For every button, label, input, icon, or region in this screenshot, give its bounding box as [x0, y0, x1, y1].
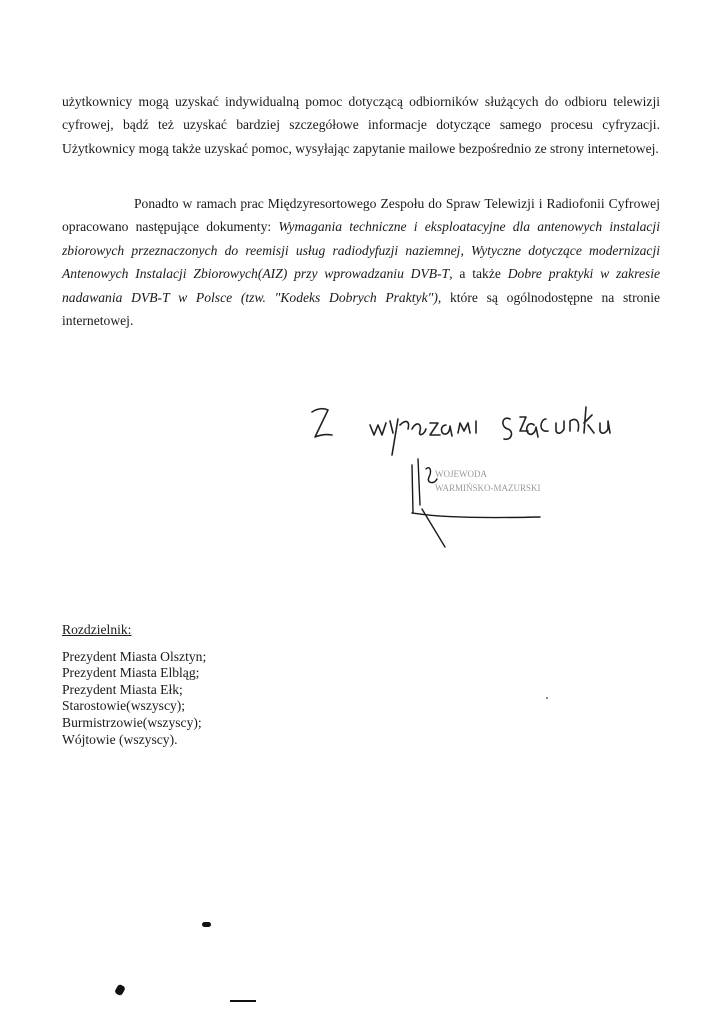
distribution-heading: Rozdzielnik:	[62, 622, 132, 637]
scan-speck	[202, 922, 211, 927]
signature-image	[300, 395, 640, 560]
paragraph-documents-outro: , które są ogólnodostępne na stronie internetowej.	[62, 289, 661, 329]
scan-speck	[114, 984, 126, 997]
paragraph-help-info: użytkownicy mogą uzyskać indywidualną pomoc dotyczącą odbiorników służących do odbioru telewizji cyfrowej, bądź też uzyskać bardziej szczegółowe informacje dotyczące samego procesu cyfryzacji. Użytkownicy mogą także uzyskać pomoc, wysyłając zapytanie mailowe bezpośrednio ze strony internetowej.	[62, 94, 660, 156]
document-title-good-practices: Dobre praktyki w zakresie nadawania DVB-T w Polsce (tzw. "Kodeks Dobrych Praktyk")	[62, 266, 661, 305]
distribution-item: Starostowie(wszyscy);	[62, 698, 186, 714]
distribution-item: Wójtowie (wszyscy).	[62, 731, 178, 747]
paragraph-documents-separator: , a także	[449, 266, 508, 282]
signature-block	[300, 395, 640, 560]
distribution-list	[62, 622, 206, 748]
paragraph-documents-intro: Ponadto w ramach prac Międzyresortowego Zespołu do Spraw Telewizji i Radiofonii Cyfrowej opracowano następujące dokumenty:	[62, 196, 660, 235]
distribution-item: Burmistrzowie(wszyscy);	[62, 714, 202, 730]
document-title-requirements: Wymagania techniczne i eksploatacyjne dla antenowych instalacji zbiorowych przeznaczonych do reemisji usług radiodyfuzji naziemnej, Wytyczne dotyczące modernizacji Antenowych Instalacji Zbiorowych(AIZ) przy wprowadzaniu DVB-T	[62, 219, 660, 282]
scan-line	[230, 1000, 256, 1002]
paragraph-documents	[62, 192, 660, 332]
distribution-item: Prezydent Miasta Olsztyn;	[62, 648, 207, 664]
distribution-items	[62, 649, 206, 749]
stamp-line-1: WOJEWODA	[435, 469, 487, 479]
distribution-item: Prezydent Miasta Ełk;	[62, 681, 183, 697]
scan-dot	[546, 697, 548, 699]
distribution-item: Prezydent Miasta Elbląg;	[62, 665, 200, 681]
stamp-line-2: WARMIŃSKO-MAZURSKI	[435, 483, 541, 493]
